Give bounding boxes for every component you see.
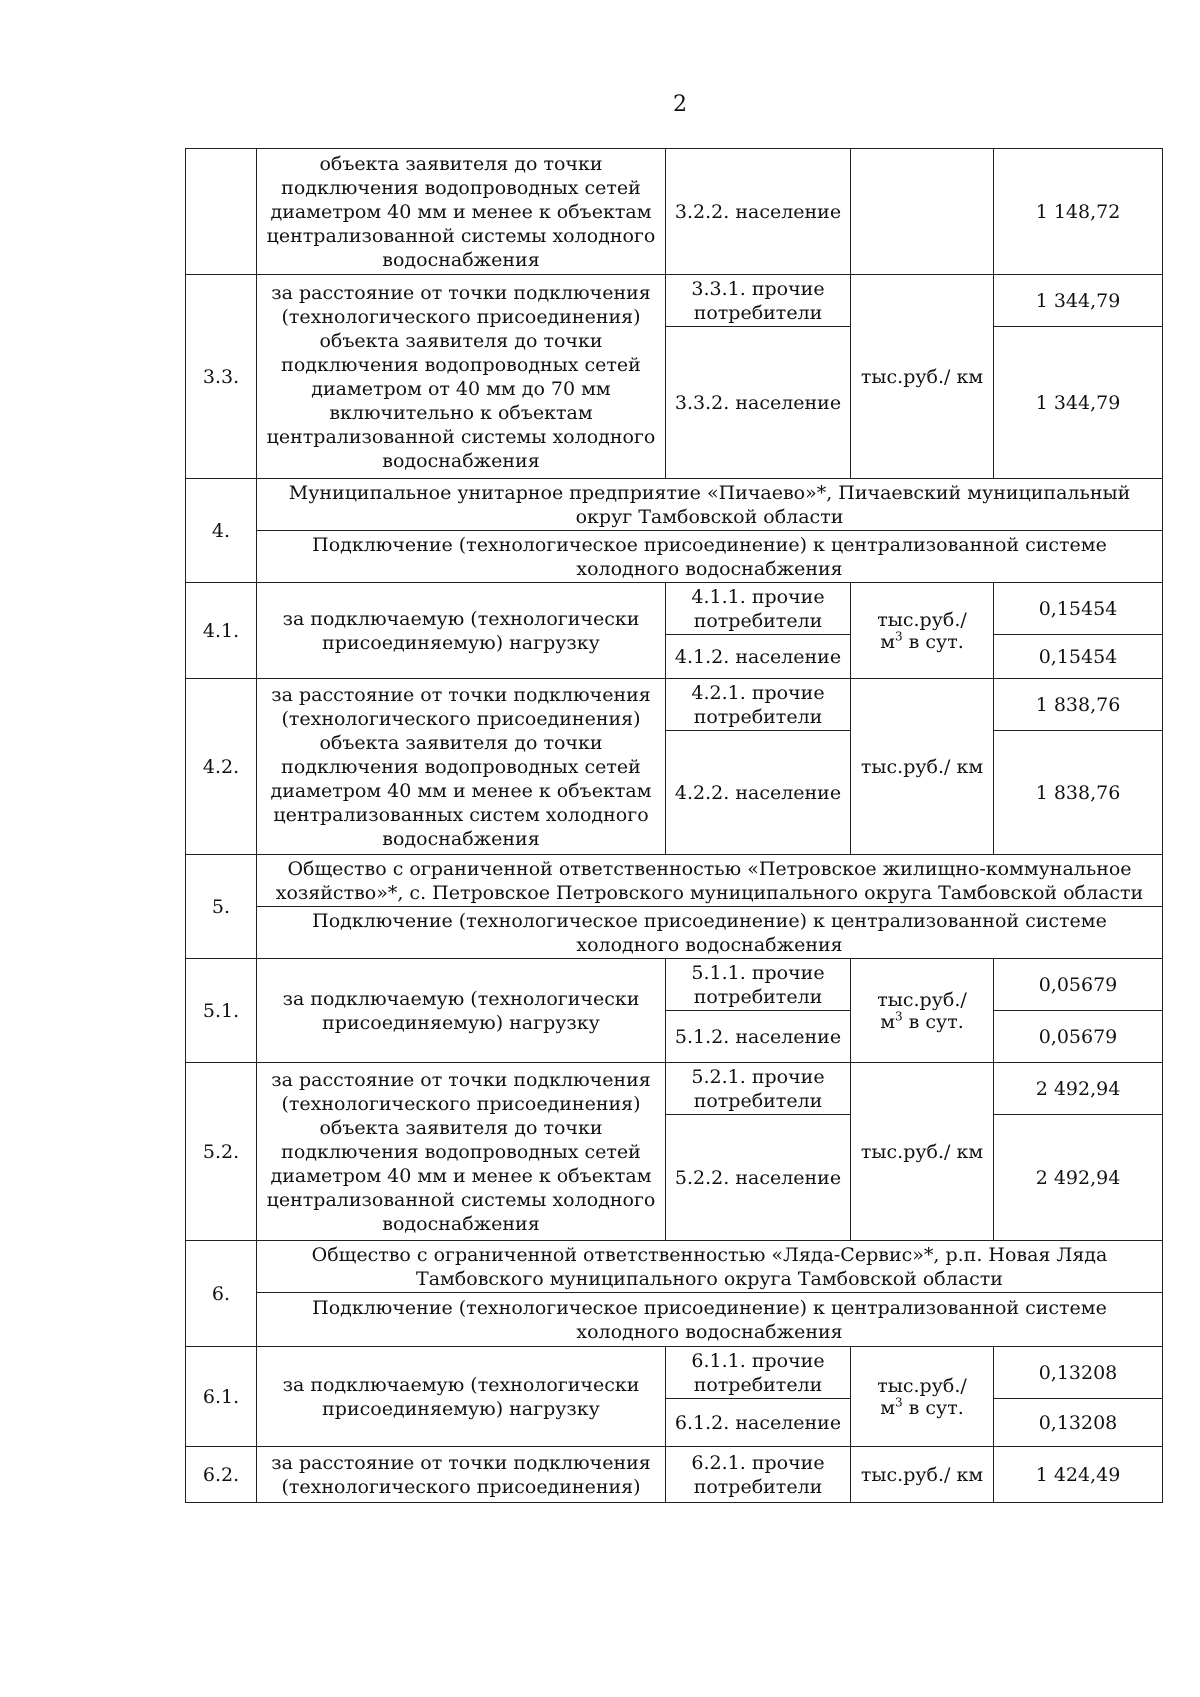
value-cell: 1 344,79 (994, 275, 1163, 327)
category-cell: 3.3.1. прочие потребители (666, 275, 851, 327)
table-row (186, 855, 1163, 907)
table-row (186, 907, 1163, 959)
value-cell: 1 424,49 (994, 1447, 1163, 1503)
unit-text: м (880, 630, 895, 653)
row-number-cell (186, 149, 257, 275)
unit-cell (851, 959, 994, 1063)
row-number-cell: 5.1. (186, 959, 257, 1063)
unit-cell (851, 1347, 994, 1447)
organization-cell: Муниципальное унитарное предприятие «Пичаево»*, Пичаевский муниципальный округ Тамбовской области (257, 479, 1163, 531)
unit-cell: тыс.руб./ км (851, 275, 994, 479)
value-cell: 0,05679 (994, 1011, 1163, 1063)
table-row (186, 1241, 1163, 1293)
unit-text: м (880, 1396, 895, 1419)
value-cell: 0,15454 (994, 635, 1163, 679)
description-cell: за расстояние от точки подключения (технологического присоединения) (257, 1447, 666, 1503)
value-cell: 1 838,76 (994, 731, 1163, 855)
value-cell: 0,13208 (994, 1347, 1163, 1399)
description-cell: за подключаемую (технологически присоединяемую) нагрузку (257, 1347, 666, 1447)
unit-text: м (880, 1010, 895, 1033)
organization-cell: Общество с ограниченной ответственностью «Ляда-Сервис»*, р.п. Новая Ляда Тамбовского муниципального округа Тамбовской области (257, 1241, 1163, 1293)
row-number-cell: 5.2. (186, 1063, 257, 1241)
description-cell: за расстояние от точки подключения (технологического присоединения) объекта заявителя до точки подключения водопроводных сетей диаметром 40 мм и менее к объектам централизованных систем холодного водоснабжения (257, 679, 666, 855)
row-number-cell: 5. (186, 855, 257, 959)
unit-superscript: 3 (894, 629, 903, 644)
row-number-cell: 6.2. (186, 1447, 257, 1503)
value-cell: 1 344,79 (994, 327, 1163, 479)
table-row (186, 1063, 1163, 1115)
section-subtitle-cell: Подключение (технологическое присоединение) к централизованной системе холодного водоснабжения (257, 1293, 1163, 1347)
category-cell: 5.2.1. прочие потребители (666, 1063, 851, 1115)
category-cell: 6.1.1. прочие потребители (666, 1347, 851, 1399)
table-row (186, 959, 1163, 1011)
category-cell: 5.1.2. население (666, 1011, 851, 1063)
value-cell: 2 492,94 (994, 1115, 1163, 1241)
value-cell: 2 492,94 (994, 1063, 1163, 1115)
section-subtitle-cell: Подключение (технологическое присоединение) к централизованной системе холодного водоснабжения (257, 907, 1163, 959)
unit-cell: тыс.руб./ км (851, 679, 994, 855)
category-cell: 6.2.1. прочие потребители (666, 1447, 851, 1503)
value-cell: 0,05679 (994, 959, 1163, 1011)
table-row (186, 583, 1163, 635)
table-row (186, 679, 1163, 731)
category-cell: 4.2.2. население (666, 731, 851, 855)
row-number-cell: 4. (186, 479, 257, 583)
category-cell: 4.1.2. население (666, 635, 851, 679)
organization-cell: Общество с ограниченной ответственностью «Петровское жилищно-коммунальное хозяйство»*, с. Петровское Петровского муниципального округа Тамбовской области (257, 855, 1163, 907)
value-cell: 1 838,76 (994, 679, 1163, 731)
row-number-cell: 6.1. (186, 1347, 257, 1447)
table-row (186, 1447, 1163, 1503)
unit-text: в сут. (902, 1010, 964, 1033)
category-cell: 3.3.2. население (666, 327, 851, 479)
description-cell: за подключаемую (технологически присоединяемую) нагрузку (257, 959, 666, 1063)
table-row (186, 479, 1163, 531)
category-cell: 3.2.2. население (666, 149, 851, 275)
tariff-table (185, 148, 1163, 1503)
description-cell: за расстояние от точки подключения (технологического присоединения) объекта заявителя до точки подключения водопроводных сетей диаметром 40 мм и менее к объектам централизованной системы холодного водоснабжения (257, 1063, 666, 1241)
value-cell: 0,15454 (994, 583, 1163, 635)
row-number-cell: 3.3. (186, 275, 257, 479)
category-cell: 5.1.1. прочие потребители (666, 959, 851, 1011)
table-row (186, 149, 1163, 275)
row-number-cell: 4.1. (186, 583, 257, 679)
unit-cell (851, 583, 994, 679)
unit-text: тыс.руб./ (877, 608, 967, 631)
row-number-cell: 4.2. (186, 679, 257, 855)
unit-text: тыс.руб./ (877, 1374, 967, 1397)
description-cell: объекта заявителя до точки подключения водопроводных сетей диаметром 40 мм и менее к объектам централизованной системы холодного водоснабжения (257, 149, 666, 275)
category-cell: 5.2.2. население (666, 1115, 851, 1241)
description-cell: за подключаемую (технологически присоединяемую) нагрузку (257, 583, 666, 679)
unit-superscript: 3 (894, 1009, 903, 1024)
value-cell: 0,13208 (994, 1399, 1163, 1447)
category-cell: 6.1.2. население (666, 1399, 851, 1447)
category-cell: 4.2.1. прочие потребители (666, 679, 851, 731)
table-row (186, 275, 1163, 327)
page-number: 2 (673, 92, 687, 117)
description-cell: за расстояние от точки подключения (технологического присоединения) объекта заявителя до точки подключения водопроводных сетей диаметром от 40 мм до 70 мм включительно к объектам централизованной системы холодного водоснабжения (257, 275, 666, 479)
category-cell: 4.1.1. прочие потребители (666, 583, 851, 635)
unit-superscript: 3 (894, 1395, 903, 1410)
unit-cell (851, 149, 994, 275)
table-row (186, 531, 1163, 583)
value-cell: 1 148,72 (994, 149, 1163, 275)
unit-text: тыс.руб./ (877, 988, 967, 1011)
unit-cell: тыс.руб./ км (851, 1063, 994, 1241)
table-row (186, 1293, 1163, 1347)
row-number-cell: 6. (186, 1241, 257, 1347)
unit-cell: тыс.руб./ км (851, 1447, 994, 1503)
unit-text: в сут. (902, 1396, 964, 1419)
unit-text: в сут. (902, 630, 964, 653)
table-row (186, 1347, 1163, 1399)
section-subtitle-cell: Подключение (технологическое присоединение) к централизованной системе холодного водоснабжения (257, 531, 1163, 583)
